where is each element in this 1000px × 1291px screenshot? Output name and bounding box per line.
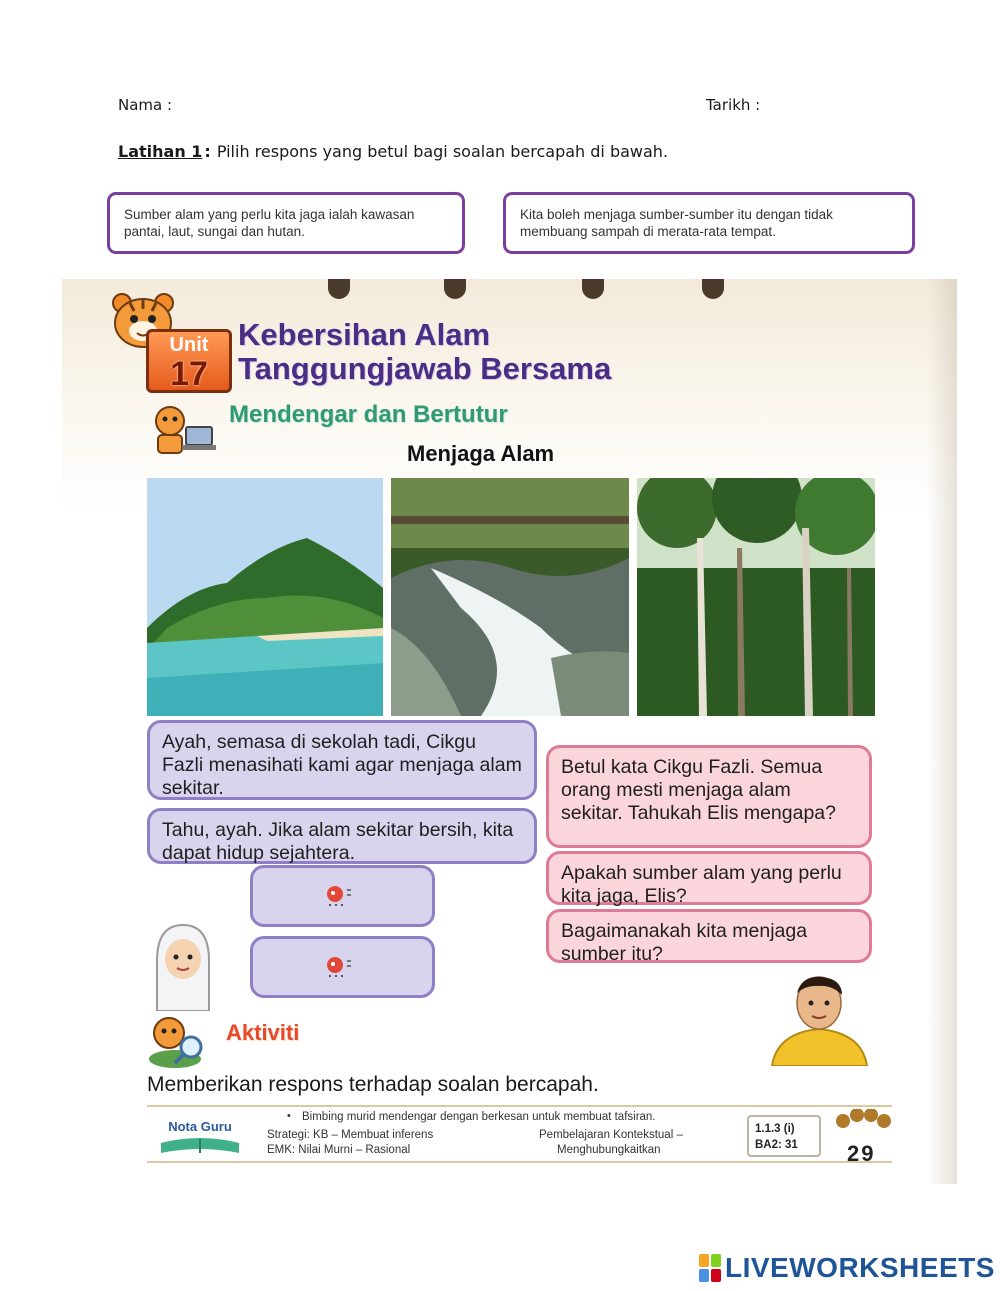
page-clip-decoration [702, 279, 724, 299]
textbook-page [62, 279, 957, 1184]
teacher-note-bar [147, 1105, 892, 1166]
reference-code-1: 1.1.3 (i) [755, 1123, 795, 1135]
date-label: Tarikh : [706, 96, 761, 114]
note-contextual-1: Pembelajaran Kontekstual – [539, 1129, 683, 1141]
liveworksheets-logo-icon [699, 1254, 721, 1282]
answer-option-1-text: Sumber alam yang perlu kita jaga ialah kawasan pantai, laut, sungai dan hutan. [124, 207, 415, 239]
section-subheading: Mendengar dan Bertutur [229, 401, 508, 428]
tiger-magnifier-icon [147, 1013, 211, 1069]
note-line-1: Bimbing murid mendengar dengan berkesan untuk membuat tafsiran. [302, 1111, 656, 1123]
page-clip-decoration [328, 279, 350, 299]
answer-option-2-text: Kita boleh menjaga sumber-sumber itu dengan tidak membuang sampah di merata-rata tempat. [520, 207, 833, 239]
exercise-label: Latihan 1 [118, 142, 203, 161]
exercise-colon: : [204, 142, 211, 161]
unit-title-line-2: Tanggungjawab Bersama [238, 351, 612, 386]
father-character-illustration [762, 971, 877, 1066]
speech-bubble-girl-2: Tahu, ayah. Jika alam sekitar bersih, kita dapat hidup sejahtera. [147, 808, 537, 864]
speech-bubble-father-2: Apakah sumber alam yang perlu kita jaga, Elis? [546, 851, 872, 905]
note-strategy: Strategi: KB – Membuat inferens [267, 1129, 434, 1141]
note-emk: EMK: Nilai Murni – Rasional [267, 1144, 411, 1156]
exercise-instruction [118, 142, 668, 161]
exercise-text: Pilih respons yang betul bagi soalan bercapah di bawah. [216, 142, 669, 161]
speaking-head-icon [323, 955, 363, 983]
speaking-head-icon [323, 884, 363, 912]
unit-title-line-1: Kebersihan Alam [238, 317, 491, 352]
page-number: 29 [847, 1141, 876, 1166]
answer-drop-zone-1[interactable] [250, 865, 435, 927]
lesson-title: Menjaga Alam [407, 441, 555, 466]
liveworksheets-logo [699, 1252, 995, 1284]
page-clip-decoration [444, 279, 466, 299]
curriculum-reference-box [747, 1115, 821, 1157]
page-clip-decoration [582, 279, 604, 299]
answer-option-1[interactable] [107, 192, 465, 254]
forest-photo [637, 478, 875, 716]
activity-title: Aktiviti [226, 1020, 300, 1045]
tiger-laptop-icon [148, 403, 218, 459]
beach-photo [147, 478, 383, 716]
teacher-note-logo-text: Nota Guru [168, 1119, 232, 1134]
liveworksheets-logo-text: LIVEWORKSHEETS [725, 1252, 995, 1283]
note-contextual-2: Menghubungkaitkan [557, 1144, 661, 1156]
answer-drop-zone-2[interactable] [250, 936, 435, 998]
teacher-note-logo [155, 1113, 245, 1157]
activity-instruction: Memberikan respons terhadap soalan bercapah. [147, 1073, 599, 1096]
unit-label: Unit [169, 334, 209, 356]
unit-badge [146, 329, 232, 393]
reference-code-2: BA2: 31 [755, 1139, 798, 1151]
speech-bubble-girl-1: Ayah, semasa di sekolah tadi, Cikgu Fazli menasihati kami agar menjaga alam sekitar. [147, 720, 537, 800]
unit-number: 17 [170, 355, 208, 393]
answer-option-2[interactable] [503, 192, 915, 254]
girl-character-illustration [147, 921, 217, 1011]
note-bullet: • [287, 1110, 291, 1122]
name-label: Nama : [118, 96, 173, 114]
river-photo [391, 478, 629, 716]
speech-bubble-father-1: Betul kata Cikgu Fazli. Semua orang mesti menjaga alam sekitar. Tahukah Elis mengapa? [546, 745, 872, 848]
speech-bubble-father-3: Bagaimanakah kita menjaga sumber itu? [546, 909, 872, 963]
